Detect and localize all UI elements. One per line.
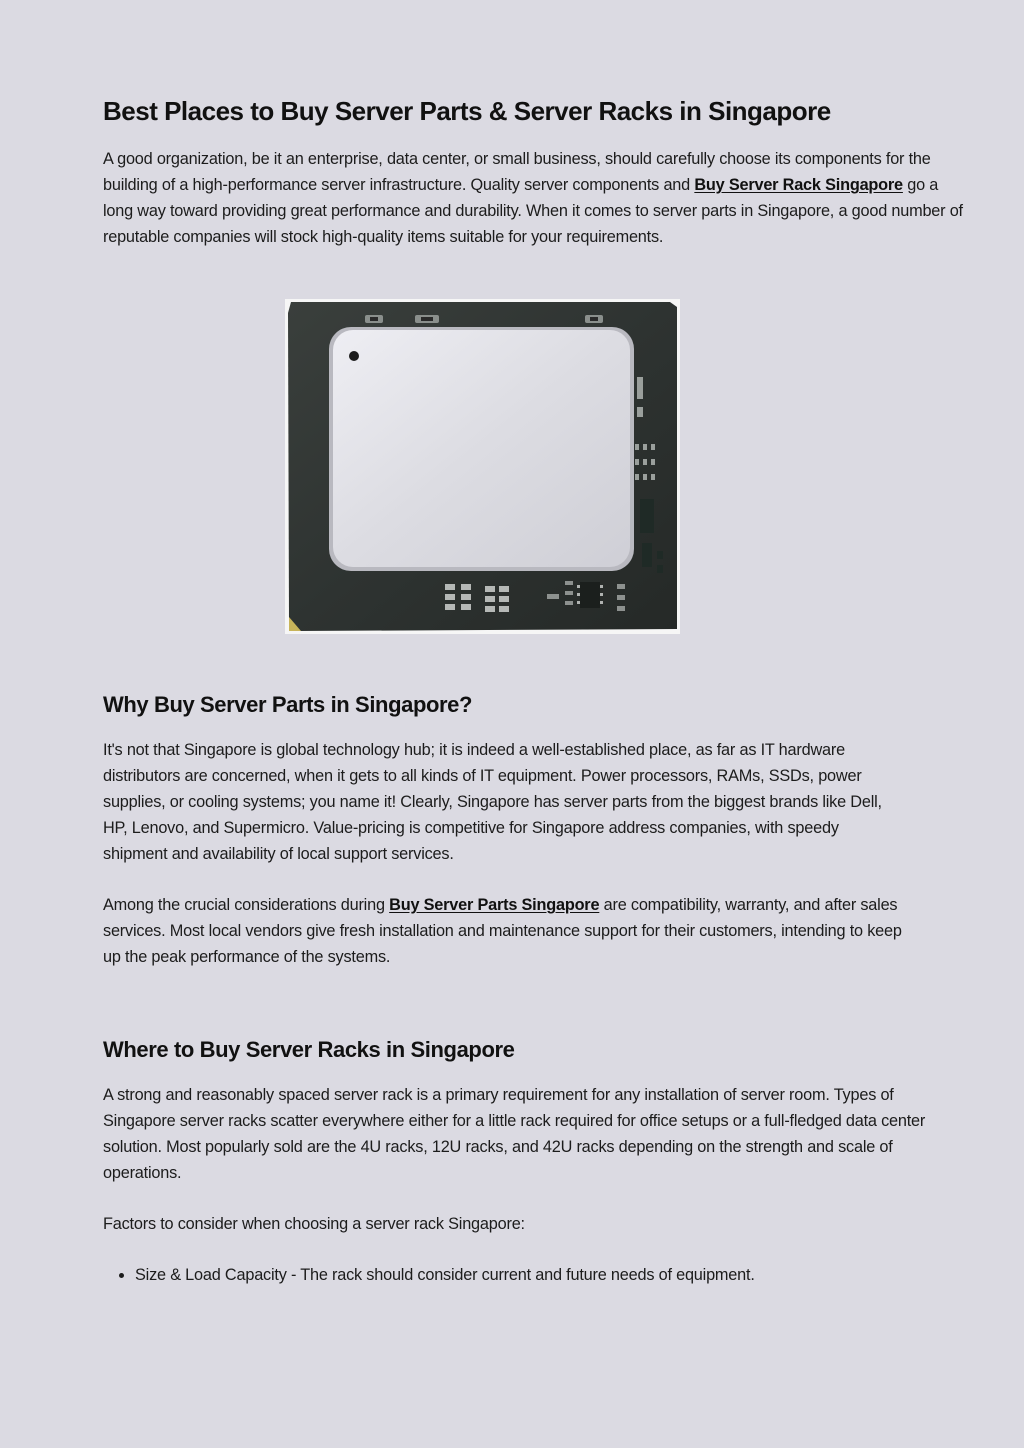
racks-paragraph-1: A strong and reasonably spaced server rack is a primary requirement for any installation of server room. Types of Singapore server racks scatter everywhere either for a little rack required for office setups or a full-fledged data center solution. Most popularly sold are the 4U racks, 12U racks, and 42U racks depending on the strength and scale of operations.	[103, 1086, 926, 1182]
intro-text-end: go a long way toward providing great performance and durability. When it comes to server parts in Singapore, a good number of reputable companies will stock high-quality items suitable for your requirements.	[103, 176, 963, 246]
factors-list	[103, 1262, 963, 1288]
list-item: • Size & Load Capacity - The rack should consider current and future needs of equipment.	[135, 1262, 963, 1288]
parts-text-start: Among the crucial considerations during	[103, 896, 390, 914]
section-heading-parts: Why Buy Server Parts in Singapore?	[103, 692, 473, 717]
server-cpu-processor-image	[285, 299, 680, 634]
parts-text-end: are compatibility, warranty, and after sales services. Most local vendors give fresh installation and maintenance support for their customers, intending to keep up the peak performance of the systems.	[103, 896, 902, 966]
intro-paragraph	[103, 146, 963, 250]
parts-paragraph-1: It's not that Singapore is global technology hub; it is indeed a well-established place, as far as IT hardware distributors are concerned, when it gets to all kinds of IT equipment. Power processors, RAMs, SSDs, power supplies, or cooling systems; you name it! Clearly, Singapore has server parts from the biggest brands like Dell, HP, Lenovo, and Supermicro. Value-pricing is competitive for Singapore address companies, with speedy shipment and availability of local support services.	[103, 741, 882, 863]
section-heading-racks: Where to Buy Server Racks in Singapore	[103, 1037, 515, 1062]
intro-text-start: A good organization, be it an enterprise, data center, or small business, should carefully choose its components for the building of a high-performance server infrastructure. Quality server components and	[103, 150, 931, 194]
page-title: Best Places to Buy Server Parts & Server Racks in Singapore	[103, 96, 831, 126]
parts-paragraph-2	[103, 892, 903, 970]
buy-server-parts-link[interactable]: Buy Server Parts Singapore	[389, 896, 600, 914]
racks-paragraph-2: Factors to consider when choosing a server rack Singapore:	[103, 1215, 525, 1233]
buy-server-rack-link[interactable]: Buy Server Rack Singapore	[694, 176, 903, 194]
